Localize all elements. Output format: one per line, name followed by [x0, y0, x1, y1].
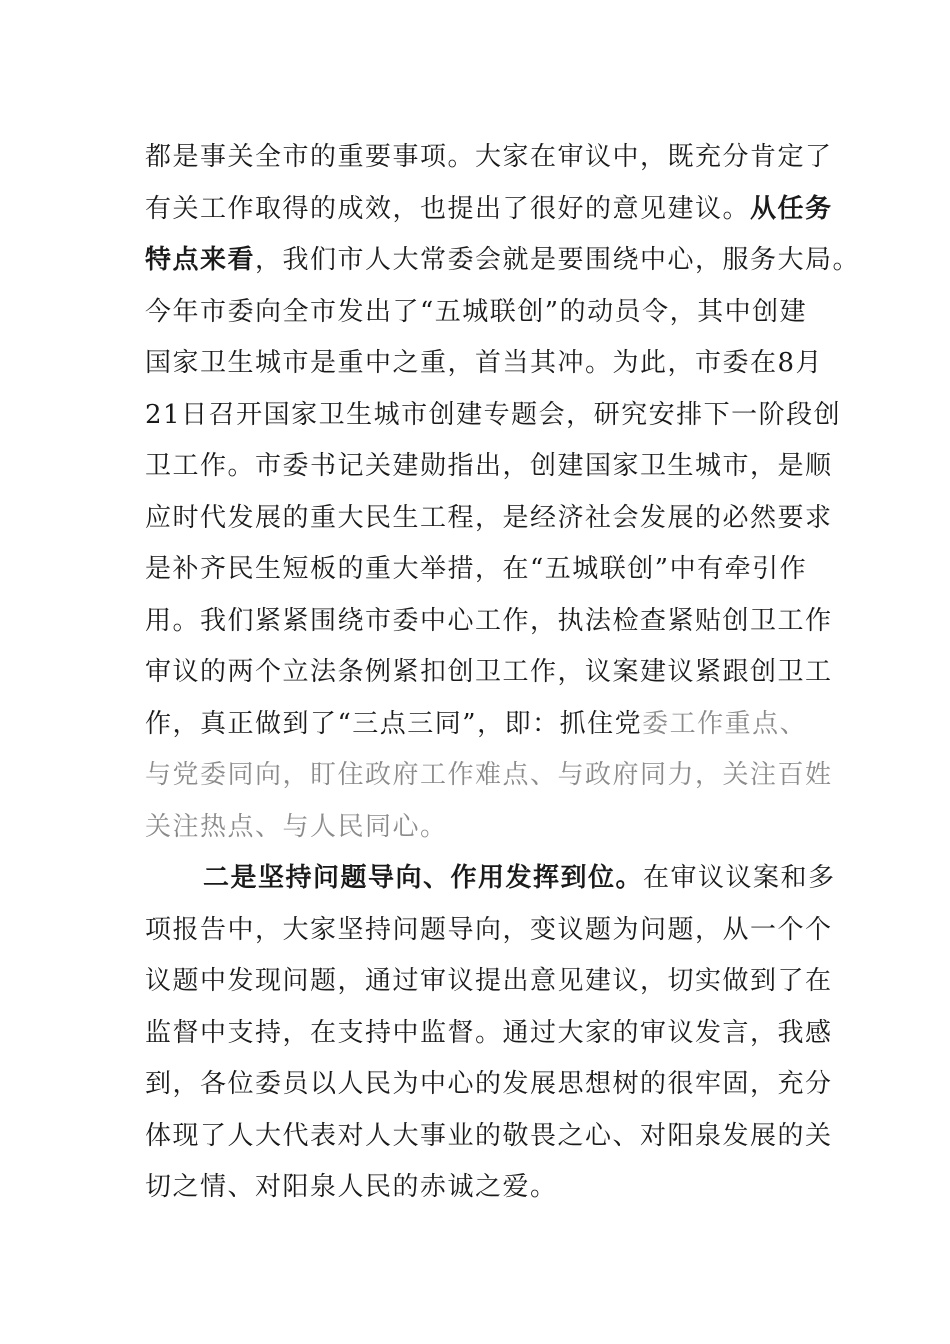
text-line: 21日召开国家卫生城市创建专题会，研究安排下一阶段创 [145, 399, 842, 430]
bold-phrase: 从任务 [750, 193, 833, 224]
text-line: 今年市委向全市发出了“五城联创”的动员令，其中创建 [145, 296, 808, 327]
text-line [145, 853, 845, 905]
text-line: 用。我们紧紧围绕市委中心工作，执法检查紧贴创卫工作 [145, 605, 833, 636]
text-line: 是补齐民生短板的重大举措，在“五城联创”中有牵引作 [145, 554, 808, 584]
text-line: 国家卫生城市是重中之重，首当其冲。为此，市委在8月 [145, 348, 824, 378]
text-line: 监督中支持，在支持中监督。通过大家的审议发言，我感 [145, 1017, 833, 1048]
text-line: 项报告中，大家坚持问题导向，变议题为问题，从一个个 [145, 914, 833, 945]
text-segment: 作，真正做到了“三点三同”，即：抓住党 [145, 708, 643, 739]
text-line: 到，各位委员以人民为中心的发展思想树的很牢固，充分 [145, 1069, 833, 1099]
paragraph-2 [145, 853, 845, 1214]
text-line [145, 235, 861, 287]
paragraph-heading: 二是坚持问题导向、作用发挥到位。 [203, 863, 644, 893]
text-line: 卫工作。市委书记关建勋指出，创建国家卫生城市，是顺 [145, 451, 833, 481]
text-line: 与党委同向，盯住政府工作难点、与政府同力，关注百姓 [145, 760, 833, 790]
text-segment: 有关工作取得的成效，也提出了很好的意见建议。 [145, 193, 751, 224]
faded-text-segment: 委工作重点、 [642, 708, 808, 739]
text-line: 议题中发现问题，通过审议提出意见建议，切实做到了在 [145, 966, 833, 996]
text-line: 都是事关全市的重要事项。大家在审议中，既充分肯定了 [145, 142, 833, 172]
text-line: 关注热点、与人民同心。 [145, 811, 448, 842]
text-line: 审议的两个立法条例紧扣创卫工作，议案建议紧跟创卫工 [145, 657, 833, 687]
text-line: 体现了人大代表对人大事业的敬畏之心、对阳泉发展的关 [145, 1120, 833, 1151]
document-page [145, 132, 861, 1214]
bold-phrase: 特点来看 [145, 245, 256, 275]
text-line: 切之情、对阳泉人民的赤诚之爱。 [145, 1172, 558, 1202]
text-line: 应时代发展的重大民生工程，是经济社会发展的必然要求 [145, 502, 833, 533]
text-line [145, 699, 845, 751]
text-segment: ，我们市人大常委会就是要围绕中心，服务大局。 [255, 245, 861, 275]
paragraph-1 [145, 132, 861, 853]
text-line [145, 184, 845, 236]
text-segment: 在审议议案和多 [643, 863, 836, 893]
